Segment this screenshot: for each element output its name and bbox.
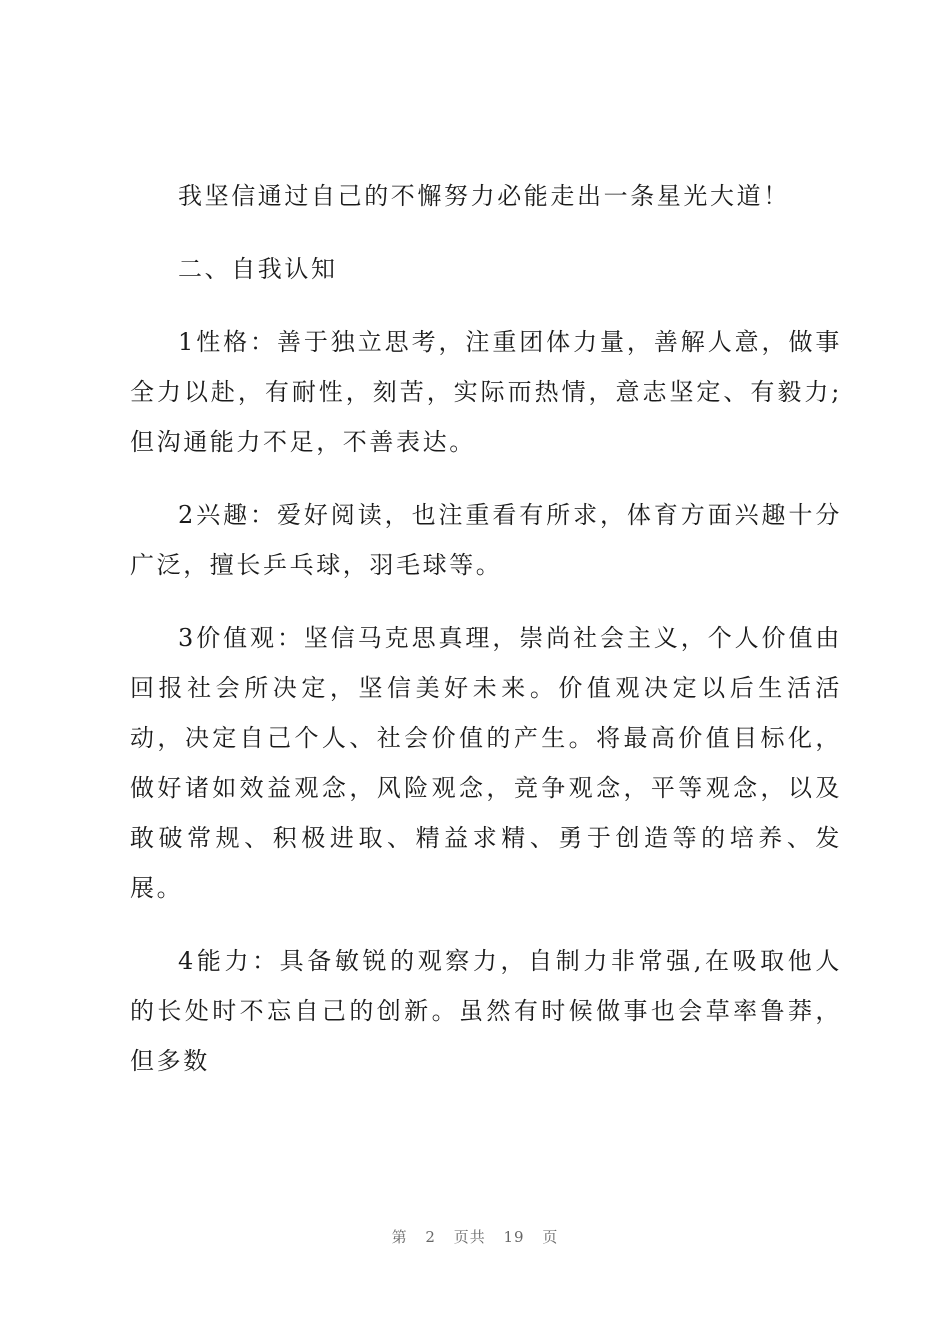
footer-prefix: 第 (391, 1228, 408, 1246)
footer-total-pages: 19 (503, 1228, 525, 1246)
paragraph-personality: 1性格：善于独立思考，注重团体力量，善解人意，做事全力以赴，有耐性，刻苦，实际而热情，意志坚定、有毅力;但沟通能力不足，不善表达。 (130, 328, 842, 456)
section-heading-self-awareness: 二、自我认知 (178, 255, 338, 283)
paragraph-interests: 2兴趣：爱好阅读，也注重看有所求，体育方面兴趣十分广泛，擅长乒乓球，羽毛球等。 (130, 501, 842, 579)
footer-suffix: 页 (542, 1228, 559, 1246)
footer-page-number: 2 (425, 1228, 436, 1246)
document-body (130, 171, 842, 1109)
paragraph-values: 3价值观：坚信马克思真理，崇尚社会主义，个人价值由回报社会所决定，坚信美好未来。价值观决定以后生活活动，决定自己个人、社会价值的产生。将最高价值目标化，做好诸如效益观念，风险观念，竞争观念，平等观念，以及敢破常规、积极进取、精益求精、勇于创造等的培养、发展。 (130, 624, 842, 902)
paragraph-conclusion: 我坚信通过自己的不懈努力必能走出一条星光大道！ (178, 182, 790, 210)
footer-middle: 页共 (453, 1228, 486, 1246)
paragraph-abilities: 4能力：具备敏锐的观察力，自制力非常强,在吸取他人的长处时不忘自己的创新。虽然有时候做事也会草率鲁莽，但多数 (130, 947, 842, 1075)
page-footer (0, 1226, 950, 1247)
